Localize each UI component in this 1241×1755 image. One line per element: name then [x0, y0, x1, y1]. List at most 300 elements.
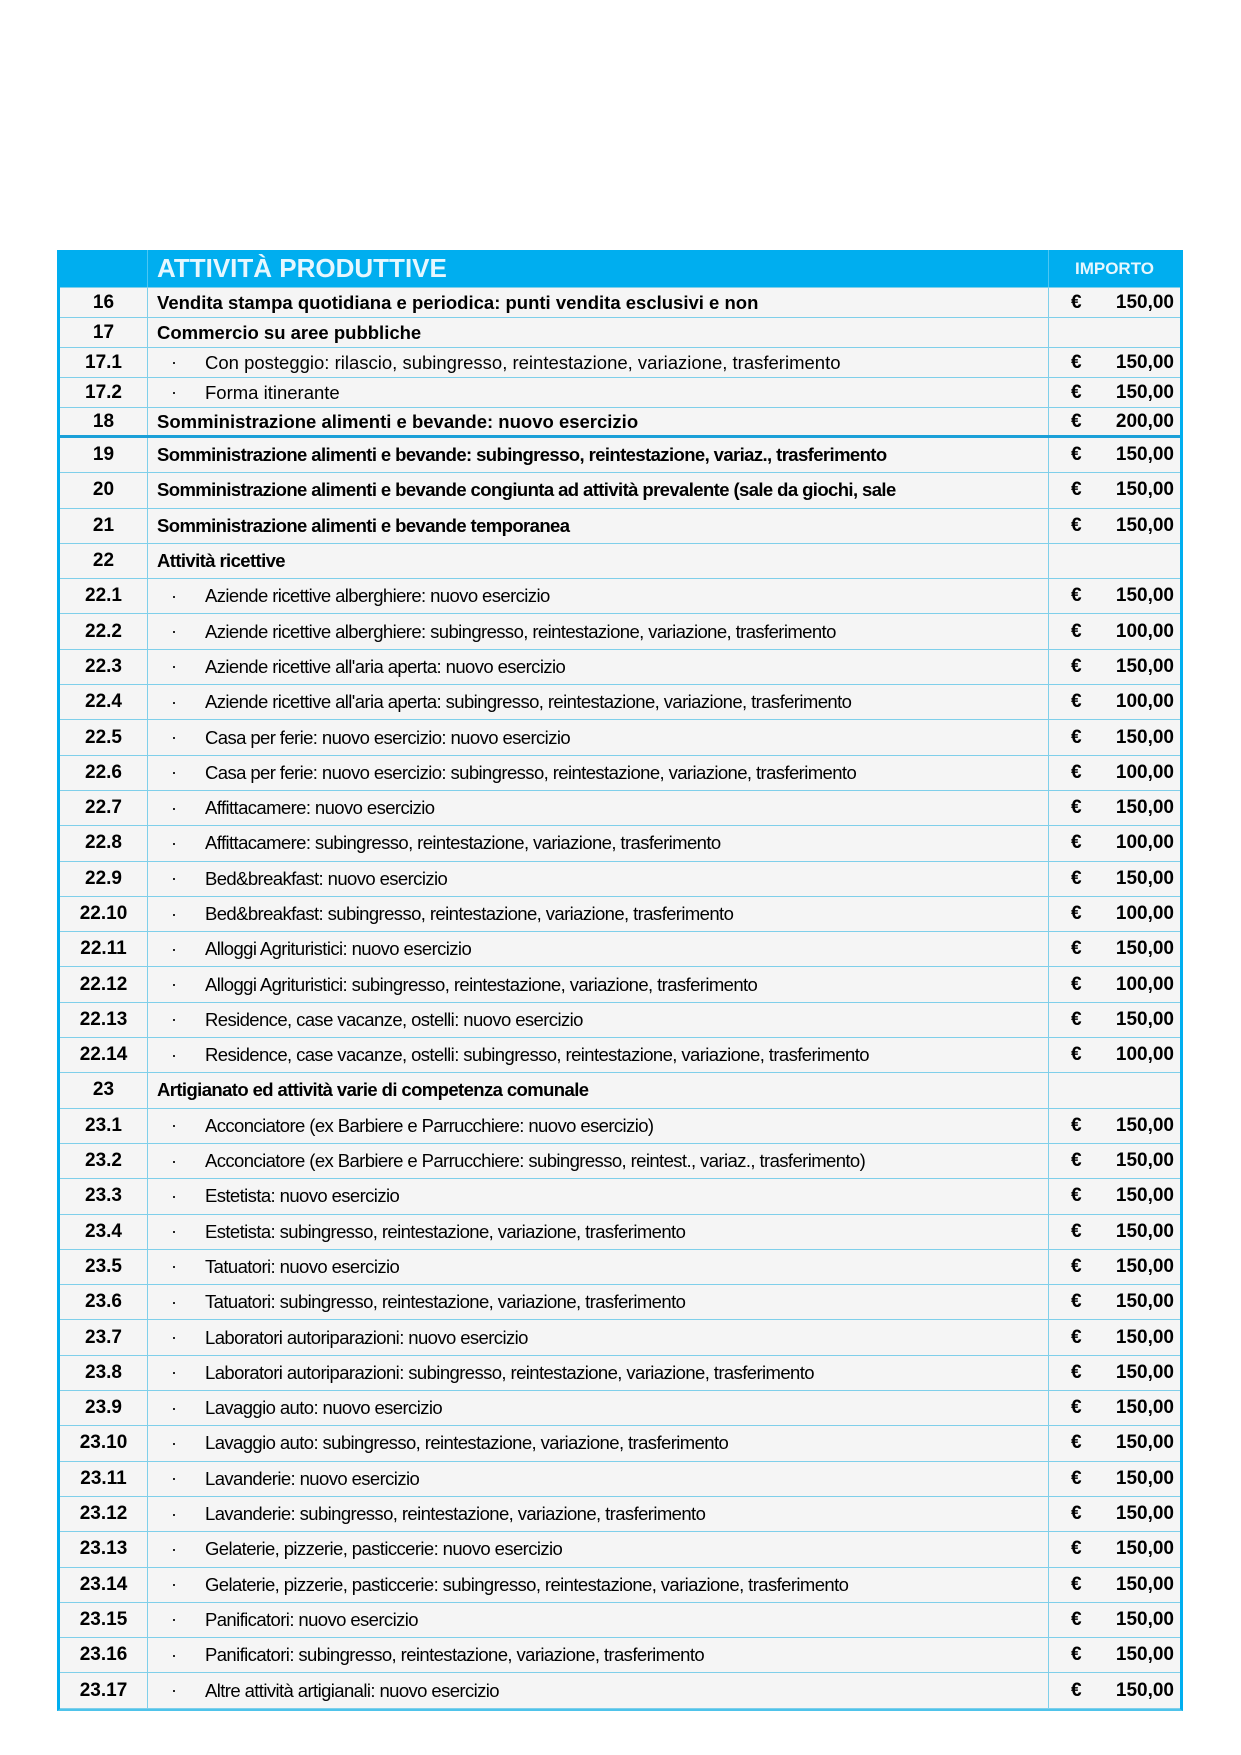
bullet-icon: · — [171, 1503, 177, 1524]
row-number: 17.2 — [60, 378, 148, 407]
euro-icon: € — [1071, 1608, 1082, 1630]
table-row — [60, 1003, 1180, 1038]
amount-value: 150,00 — [1115, 291, 1174, 313]
row-number: 23.4 — [60, 1215, 148, 1249]
bullet-icon: · — [171, 762, 177, 783]
row-number: 23.15 — [60, 1603, 148, 1637]
table-row — [60, 1391, 1180, 1426]
row-description — [148, 1462, 1049, 1496]
table-row — [60, 1250, 1180, 1285]
description-text: Lavaggio auto: subingresso, reintestazione, variazione, trasferimento — [205, 1432, 729, 1454]
amount-value: 150,00 — [1115, 1397, 1174, 1419]
row-amount — [1049, 1144, 1180, 1178]
row-number: 22.14 — [60, 1038, 148, 1072]
row-amount — [1049, 932, 1180, 966]
row-number: 16 — [60, 288, 148, 317]
row-description — [148, 862, 1049, 896]
row-description — [148, 1109, 1049, 1143]
row-amount — [1049, 897, 1180, 931]
table-row — [60, 318, 1180, 348]
bullet-icon: · — [171, 868, 177, 889]
description-text: Aziende ricettive alberghiere: subingresso, reintestazione, variazione, trasferimento — [205, 620, 836, 642]
description-text: Aziende ricettive all'aria aperta: nuovo esercizio — [205, 655, 566, 677]
euro-icon: € — [1071, 655, 1082, 677]
row-number: 19 — [60, 438, 148, 472]
row-number: 21 — [60, 509, 148, 543]
row-description — [148, 1426, 1049, 1460]
table-row — [60, 614, 1180, 649]
row-number: 23.12 — [60, 1497, 148, 1531]
euro-icon: € — [1071, 1150, 1082, 1172]
bullet-icon: · — [171, 727, 177, 748]
row-amount — [1049, 1532, 1180, 1566]
row-description — [148, 685, 1049, 719]
table-row — [60, 1497, 1180, 1532]
table-row — [60, 862, 1180, 897]
table-row — [60, 509, 1180, 544]
table-row — [60, 650, 1180, 685]
row-description — [148, 438, 1049, 472]
description-text: Acconciatore (ex Barbiere e Parrucchiere: nuovo esercizio) — [205, 1114, 654, 1136]
row-number: 22.13 — [60, 1003, 148, 1037]
row-description — [148, 1568, 1049, 1602]
table-row — [60, 897, 1180, 932]
table-row — [60, 826, 1180, 861]
description-text: Laboratori autoriparazioni: subingresso, reintestazione, variazione, trasferimento — [205, 1361, 814, 1383]
row-amount — [1049, 685, 1180, 719]
amount-value: 150,00 — [1115, 1185, 1174, 1207]
row-amount — [1049, 614, 1180, 648]
description-text: Affittacamere: subingresso, reintestazione, variazione, trasferimento — [205, 832, 721, 854]
bullet-icon: · — [171, 382, 177, 402]
table-header — [60, 250, 1180, 288]
bullet-icon: · — [171, 1609, 177, 1630]
euro-icon: € — [1071, 938, 1082, 960]
table-row — [60, 1426, 1180, 1461]
row-description — [148, 826, 1049, 860]
amount-value: 150,00 — [1115, 1326, 1174, 1348]
bullet-icon: · — [171, 832, 177, 853]
description-text: Aziende ricettive alberghiere: nuovo esercizio — [205, 585, 550, 607]
amount-value: 150,00 — [1115, 351, 1174, 373]
euro-icon: € — [1071, 514, 1082, 536]
row-number: 22.2 — [60, 614, 148, 648]
row-description — [148, 791, 1049, 825]
amount-value: 150,00 — [1115, 1291, 1174, 1313]
description-text: Attività ricettive — [157, 550, 285, 572]
row-description — [148, 348, 1049, 377]
row-amount — [1049, 1426, 1180, 1460]
bullet-icon: · — [171, 1044, 177, 1065]
table-row — [60, 1356, 1180, 1391]
row-description — [148, 1497, 1049, 1531]
row-amount — [1049, 473, 1180, 507]
row-number: 23.5 — [60, 1250, 148, 1284]
row-description — [148, 1532, 1049, 1566]
table-row — [60, 1568, 1180, 1603]
table-row — [60, 348, 1180, 378]
amount-value: 100,00 — [1115, 1044, 1174, 1066]
table-row — [60, 408, 1180, 438]
row-amount — [1049, 544, 1180, 578]
row-amount — [1049, 1003, 1180, 1037]
euro-icon: € — [1071, 761, 1082, 783]
row-amount — [1049, 408, 1180, 435]
row-number: 22.12 — [60, 967, 148, 1001]
row-description — [148, 1320, 1049, 1354]
row-number: 23.6 — [60, 1285, 148, 1319]
bullet-icon: · — [171, 621, 177, 642]
description-text: Somministrazione alimenti e bevande temporanea — [157, 514, 570, 536]
euro-icon: € — [1071, 585, 1082, 607]
row-description — [148, 1638, 1049, 1672]
description-text: Aziende ricettive all'aria aperta: subingresso, reintestazione, variazione, trasferimento — [205, 691, 852, 713]
row-amount — [1049, 438, 1180, 472]
description-text: Casa per ferie: nuovo esercizio: subingresso, reintestazione, variazione, trasferimento — [205, 761, 857, 783]
description-text: Lavanderie: subingresso, reintestazione, variazione, trasferimento — [205, 1503, 706, 1525]
description-text: Forma itinerante — [205, 381, 340, 403]
bullet-icon: · — [171, 1150, 177, 1171]
row-description — [148, 544, 1049, 578]
row-amount — [1049, 720, 1180, 754]
row-number: 20 — [60, 473, 148, 507]
amount-value: 150,00 — [1115, 1220, 1174, 1242]
euro-icon: € — [1071, 1503, 1082, 1525]
bullet-icon: · — [171, 903, 177, 924]
table-row — [60, 1462, 1180, 1497]
row-description — [148, 897, 1049, 931]
amount-header: IMPORTO — [1074, 258, 1155, 278]
row-amount — [1049, 1073, 1180, 1107]
row-description — [148, 1003, 1049, 1037]
table-row — [60, 1603, 1180, 1638]
row-number: 22 — [60, 544, 148, 578]
bullet-icon: · — [171, 1468, 177, 1489]
bullet-icon: · — [171, 585, 177, 606]
euro-icon: € — [1071, 291, 1082, 313]
row-number: 18 — [60, 408, 148, 435]
row-amount — [1049, 1109, 1180, 1143]
table-title: ATTIVITÀ PRODUTTIVE — [148, 250, 1049, 287]
table-row — [60, 1320, 1180, 1355]
description-text: Estetista: subingresso, reintestazione, variazione, trasferimento — [205, 1220, 686, 1242]
euro-icon: € — [1071, 832, 1082, 854]
row-number: 23 — [60, 1073, 148, 1107]
row-amount — [1049, 791, 1180, 825]
row-number: 23.11 — [60, 1462, 148, 1496]
row-amount — [1049, 1285, 1180, 1319]
row-number: 23.14 — [60, 1568, 148, 1602]
euro-icon: € — [1071, 1255, 1082, 1277]
header-num-cell — [60, 250, 148, 287]
euro-icon: € — [1071, 1679, 1082, 1701]
table-row — [60, 438, 1180, 473]
row-amount — [1049, 1250, 1180, 1284]
euro-icon: € — [1071, 1326, 1082, 1348]
table-row — [60, 1638, 1180, 1673]
table-row — [60, 720, 1180, 755]
row-description — [148, 1179, 1049, 1213]
row-description — [148, 509, 1049, 543]
euro-icon: € — [1071, 1185, 1082, 1207]
row-amount — [1049, 1568, 1180, 1602]
row-amount — [1049, 862, 1180, 896]
row-amount — [1049, 348, 1180, 377]
bullet-icon: · — [171, 1291, 177, 1312]
row-description — [148, 288, 1049, 317]
amount-value: 150,00 — [1115, 514, 1174, 536]
row-amount — [1049, 1638, 1180, 1672]
row-description — [148, 1144, 1049, 1178]
row-amount — [1049, 1215, 1180, 1249]
bullet-icon: · — [171, 1185, 177, 1206]
euro-icon: € — [1071, 479, 1082, 501]
row-number: 23.9 — [60, 1391, 148, 1425]
euro-icon: € — [1071, 381, 1082, 403]
table-row — [60, 579, 1180, 614]
amount-value: 150,00 — [1115, 1432, 1174, 1454]
row-number: 23.8 — [60, 1356, 148, 1390]
amount-value: 150,00 — [1115, 867, 1174, 889]
row-number: 23.1 — [60, 1109, 148, 1143]
description-text: Somministrazione alimenti e bevande congiunta ad attività prevalente (sale da giochi, sale — [157, 479, 896, 501]
row-number: 22.10 — [60, 897, 148, 931]
euro-icon: € — [1071, 1361, 1082, 1383]
row-description — [148, 932, 1049, 966]
row-amount — [1049, 1603, 1180, 1637]
description-text: Tatuatori: subingresso, reintestazione, variazione, trasferimento — [205, 1291, 686, 1313]
description-text: Tatuatori: nuovo esercizio — [205, 1255, 400, 1277]
bullet-icon: · — [171, 1009, 177, 1030]
bullet-icon: · — [171, 691, 177, 712]
amount-value: 150,00 — [1115, 1467, 1174, 1489]
row-number: 22.7 — [60, 791, 148, 825]
description-text: Alloggi Agrituristici: subingresso, reintestazione, variazione, trasferimento — [205, 973, 758, 995]
amount-value: 150,00 — [1115, 1679, 1174, 1701]
bullet-icon: · — [171, 974, 177, 995]
table-row — [60, 791, 1180, 826]
amount-value: 150,00 — [1115, 381, 1174, 403]
bullet-icon: · — [171, 1680, 177, 1701]
amount-value: 150,00 — [1115, 1503, 1174, 1525]
row-description — [148, 1073, 1049, 1107]
description-text: Residence, case vacanze, ostelli: subingresso, reintestazione, variazione, trasferimento — [205, 1044, 869, 1066]
amount-value: 150,00 — [1115, 1538, 1174, 1560]
amount-value: 150,00 — [1115, 479, 1174, 501]
row-amount — [1049, 378, 1180, 407]
row-description — [148, 408, 1049, 435]
euro-icon: € — [1071, 1432, 1082, 1454]
amount-value: 150,00 — [1115, 585, 1174, 607]
euro-icon: € — [1071, 726, 1082, 748]
row-amount — [1049, 1038, 1180, 1072]
euro-icon: € — [1071, 867, 1082, 889]
row-number: 23.17 — [60, 1673, 148, 1707]
row-number: 23.10 — [60, 1426, 148, 1460]
description-text: Lavanderie: nuovo esercizio — [205, 1467, 420, 1489]
amount-value: 100,00 — [1115, 903, 1174, 924]
row-amount — [1049, 288, 1180, 317]
row-description — [148, 650, 1049, 684]
euro-icon: € — [1071, 1573, 1082, 1595]
description-text: Panificatori: nuovo esercizio — [205, 1608, 418, 1630]
row-number: 22.6 — [60, 756, 148, 790]
row-amount — [1049, 1320, 1180, 1354]
row-description — [148, 614, 1049, 648]
bullet-icon: · — [171, 1115, 177, 1136]
row-number: 22.4 — [60, 685, 148, 719]
amount-value: 100,00 — [1115, 973, 1174, 995]
table-row — [60, 544, 1180, 579]
description-text: Altre attività artigianali: nuovo esercizio — [205, 1679, 499, 1701]
description-text: Somministrazione alimenti e bevande: nuovo esercizio — [157, 410, 639, 432]
table-row — [60, 1144, 1180, 1179]
euro-icon: € — [1071, 1467, 1082, 1489]
row-amount — [1049, 756, 1180, 790]
description-text: Residence, case vacanze, ostelli: nuovo esercizio — [205, 1008, 583, 1030]
amount-value: 150,00 — [1115, 444, 1174, 466]
row-description — [148, 318, 1049, 347]
description-text: Estetista: nuovo esercizio — [205, 1185, 400, 1207]
row-amount — [1049, 826, 1180, 860]
bullet-icon: · — [171, 1432, 177, 1453]
row-amount — [1049, 318, 1180, 347]
bullet-icon: · — [171, 656, 177, 677]
row-amount — [1049, 967, 1180, 1001]
description-text: Panificatori: subingresso, reintestazione, variazione, trasferimento — [205, 1644, 705, 1666]
row-number: 23.16 — [60, 1638, 148, 1672]
euro-icon: € — [1071, 620, 1082, 642]
bullet-icon: · — [171, 938, 177, 959]
amount-value: 150,00 — [1115, 1008, 1174, 1030]
bullet-icon: · — [171, 1221, 177, 1242]
euro-icon: € — [1071, 351, 1082, 373]
table-row — [60, 288, 1180, 318]
bullet-icon: · — [171, 1574, 177, 1595]
row-number: 23.2 — [60, 1144, 148, 1178]
amount-value: 200,00 — [1115, 410, 1174, 432]
table-row — [60, 1285, 1180, 1320]
euro-icon: € — [1071, 1538, 1082, 1560]
table-row — [60, 378, 1180, 408]
amount-value: 150,00 — [1115, 938, 1174, 960]
euro-icon: € — [1071, 410, 1082, 432]
table-row — [60, 932, 1180, 967]
row-number: 22.5 — [60, 720, 148, 754]
bullet-icon: · — [171, 1362, 177, 1383]
description-text: Acconciatore (ex Barbiere e Parrucchiere: subingresso, reintest., variaz., trasferimento) — [205, 1150, 866, 1172]
euro-icon: € — [1071, 1397, 1082, 1419]
row-amount — [1049, 1356, 1180, 1390]
table-row — [60, 1215, 1180, 1250]
row-description — [148, 1356, 1049, 1390]
row-description — [148, 1673, 1049, 1707]
description-text: Laboratori autoriparazioni: nuovo esercizio — [205, 1326, 528, 1348]
row-number: 22.11 — [60, 932, 148, 966]
row-description — [148, 579, 1049, 613]
description-text: Affittacamere: nuovo esercizio — [205, 797, 435, 819]
description-text: Casa per ferie: nuovo esercizio: nuovo esercizio — [205, 726, 571, 748]
bullet-icon: · — [171, 1538, 177, 1559]
bullet-icon: · — [171, 1397, 177, 1418]
row-number: 22.1 — [60, 579, 148, 613]
amount-value: 150,00 — [1115, 1114, 1174, 1136]
table-row — [60, 1109, 1180, 1144]
row-description — [148, 1285, 1049, 1319]
row-number: 23.13 — [60, 1532, 148, 1566]
row-description — [148, 1250, 1049, 1284]
row-amount — [1049, 650, 1180, 684]
row-amount — [1049, 509, 1180, 543]
row-amount — [1049, 1462, 1180, 1496]
description-text: Bed&breakfast: subingresso, reintestazione, variazione, trasferimento — [205, 903, 734, 924]
row-description — [148, 1391, 1049, 1425]
description-text: Lavaggio auto: nuovo esercizio — [205, 1397, 443, 1419]
amount-value: 100,00 — [1115, 691, 1174, 713]
row-amount — [1049, 1179, 1180, 1213]
row-amount — [1049, 579, 1180, 613]
row-number: 23.7 — [60, 1320, 148, 1354]
table-row — [60, 473, 1180, 508]
amount-value: 150,00 — [1115, 1608, 1174, 1630]
row-description — [148, 1603, 1049, 1637]
description-text: Artigianato ed attività varie di competenza comunale — [157, 1079, 589, 1101]
table-row — [60, 1038, 1180, 1073]
description-text: Gelaterie, pizzerie, pasticcerie: subingresso, reintestazione, variazione, trasferimento — [205, 1573, 849, 1595]
amount-value: 150,00 — [1115, 1644, 1174, 1666]
euro-icon: € — [1071, 1220, 1082, 1242]
amount-value: 150,00 — [1115, 655, 1174, 677]
amount-value: 100,00 — [1115, 620, 1174, 642]
bullet-icon: · — [171, 797, 177, 818]
row-description — [148, 473, 1049, 507]
row-number: 17.1 — [60, 348, 148, 377]
row-number: 23.3 — [60, 1179, 148, 1213]
table-row — [60, 1073, 1180, 1108]
row-description — [148, 967, 1049, 1001]
table-row — [60, 1532, 1180, 1567]
row-amount — [1049, 1673, 1180, 1707]
table-row — [60, 1179, 1180, 1214]
description-text: Somministrazione alimenti e bevande: subingresso, reintestazione, variaz., trasferimento — [157, 444, 887, 466]
euro-icon: € — [1071, 1644, 1082, 1666]
euro-icon: € — [1071, 444, 1082, 466]
amount-value: 150,00 — [1115, 1255, 1174, 1277]
row-description — [148, 378, 1049, 407]
euro-icon: € — [1071, 1008, 1082, 1030]
row-number: 22.3 — [60, 650, 148, 684]
row-number: 22.8 — [60, 826, 148, 860]
amount-value: 150,00 — [1115, 797, 1174, 819]
bullet-icon: · — [171, 1644, 177, 1665]
table-row — [60, 685, 1180, 720]
description-text: Bed&breakfast: nuovo esercizio — [205, 867, 448, 889]
row-description — [148, 1215, 1049, 1249]
amount-value: 150,00 — [1115, 726, 1174, 748]
table-row — [60, 967, 1180, 1002]
bullet-icon: · — [171, 352, 177, 372]
description-text: Gelaterie, pizzerie, pasticcerie: nuovo esercizio — [205, 1538, 563, 1560]
row-number: 17 — [60, 318, 148, 347]
euro-icon: € — [1071, 973, 1082, 995]
euro-icon: € — [1071, 1291, 1082, 1313]
bullet-icon: · — [171, 1256, 177, 1277]
table-row — [60, 756, 1180, 791]
table-body — [60, 288, 1180, 1709]
fee-table — [57, 250, 1183, 1711]
row-description — [148, 1038, 1049, 1072]
table-row — [60, 1673, 1180, 1708]
